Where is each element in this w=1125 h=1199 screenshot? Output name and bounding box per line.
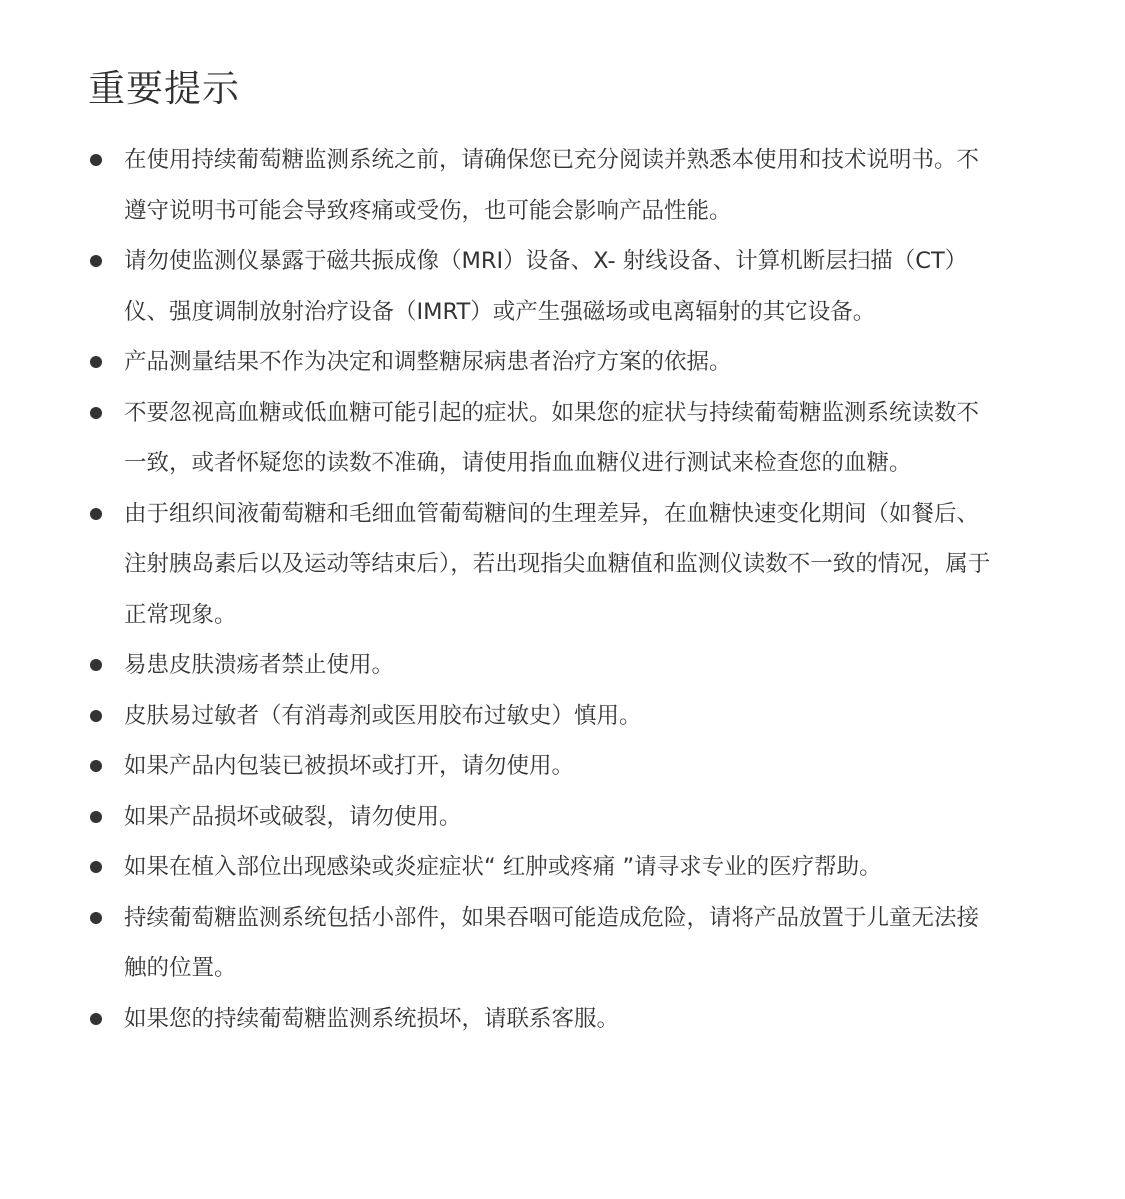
bullet-icon bbox=[90, 861, 102, 873]
list-item bbox=[88, 489, 993, 641]
bullet-icon bbox=[90, 356, 102, 368]
notice-text: 如果产品损坏或破裂，请勿使用。 bbox=[124, 803, 462, 830]
notice-text: 在使用持续葡萄糖监测系统之前，请确保您已充分阅读并熟悉本使用和技术说明书。不遵守说明书可能会导致疼痛或受伤，也可能会影响产品性能。 bbox=[124, 147, 980, 224]
notice-text: 产品测量结果不作为决定和调整糖尿病患者治疗方案的依据。 bbox=[124, 349, 732, 375]
list-item bbox=[88, 842, 993, 893]
list-item bbox=[88, 236, 993, 337]
bullet-icon bbox=[90, 811, 102, 823]
bullet-icon bbox=[90, 255, 102, 267]
notice-text: 请勿使监测仪暴露于磁共振成像（MRI）设备、X- 射线设备、计算机断层扫描（CT）仪、强度调制放射治疗设备（IMRT）或产生强磁场或电离辐射的其它设备。 bbox=[124, 248, 968, 325]
bullet-icon bbox=[90, 407, 102, 419]
notice-text: 持续葡萄糖监测系统包括小部件，如果吞咽可能造成危险，请将产品放置于儿童无法接触的位置。 bbox=[124, 904, 980, 981]
list-item bbox=[88, 741, 993, 792]
page-title: 重要提示 bbox=[88, 67, 240, 110]
list-item bbox=[88, 792, 993, 843]
notice-text: 易患皮肤溃疡者禁止使用。 bbox=[124, 652, 395, 678]
bullet-icon bbox=[90, 760, 102, 772]
list-item bbox=[88, 640, 993, 691]
notice-list bbox=[88, 135, 993, 1044]
bullet-icon bbox=[90, 659, 102, 671]
bullet-icon bbox=[90, 1013, 102, 1025]
bullet-icon bbox=[90, 710, 102, 722]
list-item bbox=[88, 388, 993, 489]
notice-text: 皮肤易过敏者（有消毒剂或医用胶布过敏史）慎用。 bbox=[124, 702, 642, 729]
notice-text: 不要忽视高血糖或低血糖可能引起的症状。如果您的症状与持续葡萄糖监测系统读数不一致，或者怀疑您的读数不准确，请使用指血血糖仪进行测试来检查您的血糖。 bbox=[124, 399, 980, 476]
list-item bbox=[88, 893, 993, 994]
notice-text: 如果您的持续葡萄糖监测系统损坏，请联系客服。 bbox=[124, 1005, 620, 1032]
bullet-icon bbox=[90, 154, 102, 166]
list-item bbox=[88, 337, 993, 388]
notice-text: 如果产品内包装已被损坏或打开，请勿使用。 bbox=[124, 753, 575, 779]
bullet-icon bbox=[90, 912, 102, 924]
notice-text: 如果在植入部位出现感染或炎症症状“ 红肿或疼痛 ”请寻求专业的医疗帮助。 bbox=[124, 854, 882, 880]
bullet-icon bbox=[90, 508, 102, 520]
notice-text: 由于组织间液葡萄糖和毛细血管葡萄糖间的生理差异，在血糖快速变化期间（如餐后、注射胰岛素后以及运动等结束后），若出现指尖血糖值和监测仪读数不一致的情况，属于正常现象。 bbox=[124, 500, 991, 628]
list-item bbox=[88, 135, 993, 236]
list-item bbox=[88, 994, 993, 1045]
list-item bbox=[88, 691, 993, 742]
